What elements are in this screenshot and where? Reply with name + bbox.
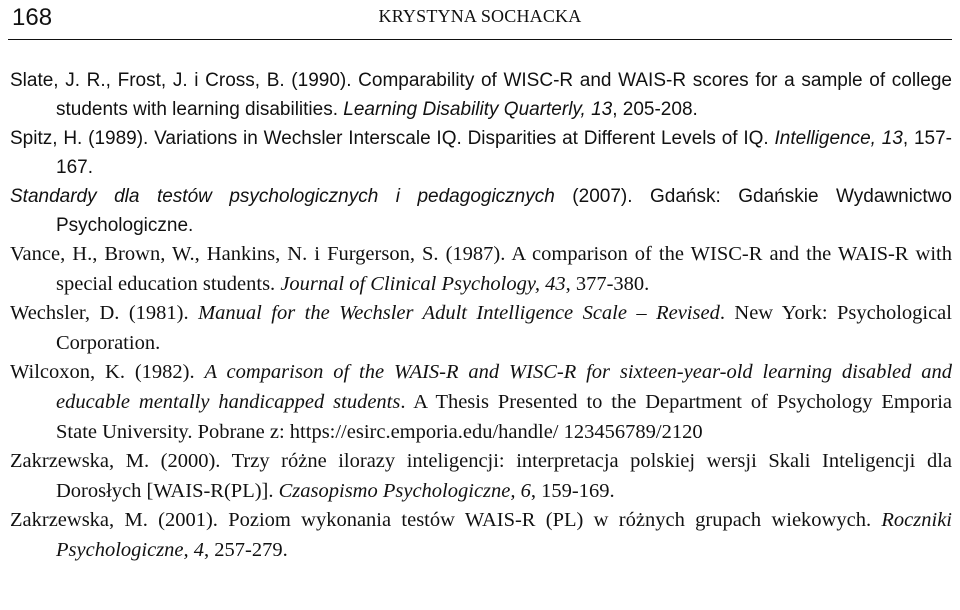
reference-authors-title: Spitz, H. (1989). Variations in Wechsler Interscale IQ. Disparities at Different Levels of IQ. [10, 128, 775, 149]
header-rule [8, 39, 952, 40]
reference-zakrzewska-2000 [10, 447, 952, 506]
reference-journal: Journal of Clinical Psychology, 43 [280, 272, 566, 295]
reference-slate-1990 [10, 66, 952, 124]
page-header [0, 0, 960, 40]
reference-wilcoxon-1982 [10, 358, 952, 447]
reference-wechsler-1981 [10, 299, 952, 358]
reference-authors-title: Vance, H., Brown, W., Hankins, N. i Furgerson, S. (1987). A comparison of the WISC-R and the WAIS-R with special education students. [10, 243, 952, 295]
reference-pages: , 205-208. [612, 99, 698, 120]
reference-pages: , 377-380. [565, 272, 650, 295]
reference-pages: , 257-279. [204, 538, 288, 561]
reference-book-title: Standardy dla testów psychologicznych i pedagogicznych [10, 186, 555, 207]
reference-list [10, 66, 952, 566]
reference-pages: , 159-169. [530, 479, 615, 502]
reference-journal: Roczniki Psychologiczne, 4 [56, 509, 952, 561]
reference-publisher: . New York: Psychological Corporation. [56, 302, 952, 354]
reference-zakrzewska-2001 [10, 506, 952, 565]
reference-authors-title: Slate, J. R., Frost, J. i Cross, B. (1990). Comparability of WISC-R and WAIS-R scores for a sample of college students with learning disabilities. [10, 70, 952, 120]
reference-journal: Intelligence, 13 [774, 128, 903, 149]
reference-thesis-title: A comparison of the WAIS-R and WISC-R for sixteen-year-old learning disabled and educable mentally handicapped students [56, 361, 952, 413]
reference-journal: Czasopismo Psychologiczne, 6 [278, 479, 531, 502]
reference-book-title: Manual for the Wechsler Adult Intelligence Scale – Revised [198, 302, 720, 325]
reference-authors-title: Wechsler, D. (1981). [10, 302, 199, 325]
reference-publisher: (2007). Gdańsk: Gdańskie Wydawnictwo Psychologiczne. [56, 186, 952, 236]
reference-authors-title: Zakrzewska, M. (2000). Trzy różne ilorazy inteligencji: interpretacja polskiej wersji Skali Inteligencji dla Dorosłych [WAIS-R(PL)]. [10, 450, 952, 502]
page-number: 168 [12, 4, 53, 31]
reference-spitz-1989 [10, 124, 952, 182]
reference-authors-title: Zakrzewska, M. (2001). Poziom wykonania testów WAIS-R (PL) w różnych grupach wiekowych. [10, 509, 882, 532]
reference-authors-title: Wilcoxon, K. (1982). [10, 361, 205, 384]
reference-pages: , 157-167. [56, 128, 952, 178]
reference-standardy-2007 [10, 182, 952, 240]
running-head: KRYSTYNA SOCHACKA [378, 6, 582, 26]
reference-vance-1987 [10, 240, 952, 299]
reference-journal: Learning Disability Quarterly, 13 [343, 99, 613, 120]
reference-source: . A Thesis Presented to the Department of Psychology Emporia State University. Pobrane z: https://esirc.emporia.edu/handle/ 123456789/2120 [56, 390, 952, 443]
